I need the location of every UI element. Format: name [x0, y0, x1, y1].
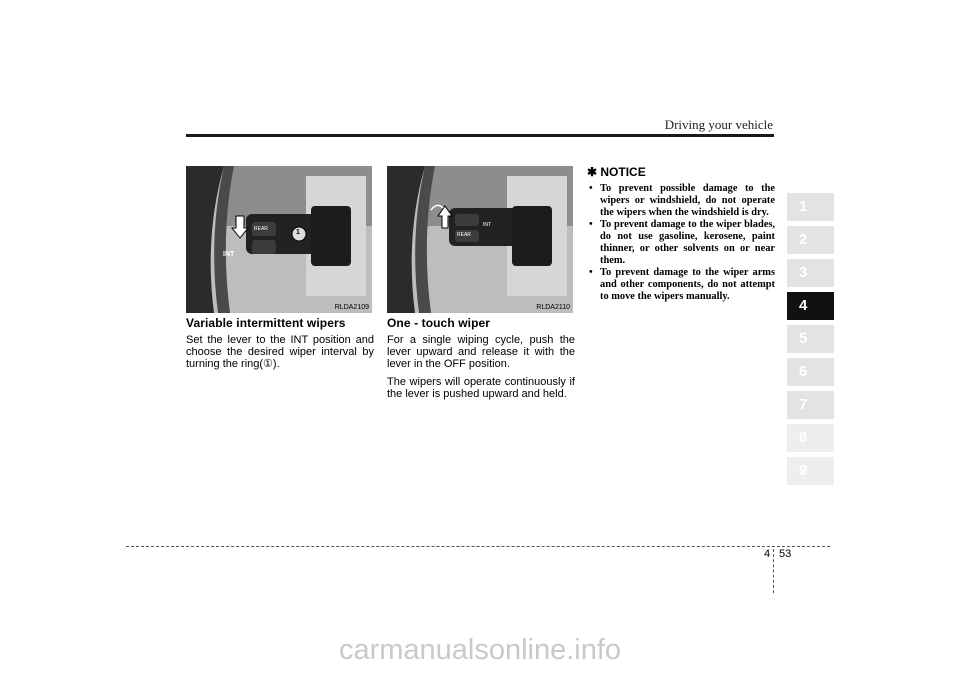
chapter-tab-3[interactable]: 3: [787, 259, 834, 287]
footer-page-number: 53: [779, 548, 792, 560]
chapter-tab-9[interactable]: 9: [787, 457, 834, 485]
section-one-touch: [387, 316, 575, 406]
section-heading: Variable intermittent wipers: [186, 316, 346, 330]
wiper-lever-photo-1: [186, 166, 372, 313]
notice-item: • To prevent damage to the wiper arms and other components, do not attempt to move the wipers manually.: [587, 267, 775, 303]
running-header: Driving your vehicle: [664, 117, 773, 132]
notice-item: • To prevent damage to the wiper blades, do not use gasoline, kerosene, paint thinner, or other solvents on or near them.: [587, 219, 775, 267]
figure-code: RLDA2110: [536, 304, 570, 311]
chapter-tab-6[interactable]: 6: [787, 358, 834, 386]
figure-label-int: INT: [483, 222, 492, 228]
figure-code: RLDA2109: [334, 304, 369, 311]
figure-label-ring: 1: [296, 229, 300, 236]
section-paragraph: Set the lever to the INT position and choose the desired wiper interval by turning the ring(①).: [186, 334, 374, 370]
chapter-tab-1[interactable]: 1: [787, 193, 834, 221]
figure-label-int: INT: [223, 251, 235, 258]
figure-label-rear: REAR: [254, 226, 268, 232]
notice-list: [587, 183, 775, 303]
notice-item: • To prevent possible damage to the wipers or windshield, do not operate the wipers when the windshield is dry.: [587, 183, 775, 219]
chapter-tab-2[interactable]: 2: [787, 226, 834, 254]
wiper-lever-photo-2: [387, 166, 573, 313]
chapter-tab-5[interactable]: 5: [787, 325, 834, 353]
chapter-tab-4[interactable]: 4: [787, 292, 834, 320]
footer-chapter-number: 4: [764, 548, 771, 560]
footer-rule: [126, 546, 830, 547]
chapter-tabs: [787, 193, 834, 490]
notice-title: ✱ NOTICE: [587, 165, 646, 179]
figure-one-touch: [387, 166, 573, 313]
chapter-tab-7[interactable]: 7: [787, 391, 834, 419]
watermark: carmanualsonline.info: [338, 634, 622, 666]
section-heading: One - touch wiper: [387, 316, 491, 330]
section-paragraph: For a single wiping cycle, push the lever upward and release it with the lever in the OFF position.: [387, 334, 575, 370]
chapter-tab-8[interactable]: 8: [787, 424, 834, 452]
figure-label-rear: REAR: [457, 232, 471, 238]
notice-box: [587, 165, 775, 303]
figure-variable-intermittent: [186, 166, 372, 313]
header-rule: [186, 134, 774, 137]
section-paragraph: The wipers will operate continuously if the lever is pushed upward and held.: [387, 376, 575, 400]
footer-separator: [773, 549, 774, 593]
section-variable-intermittent: [186, 316, 374, 376]
